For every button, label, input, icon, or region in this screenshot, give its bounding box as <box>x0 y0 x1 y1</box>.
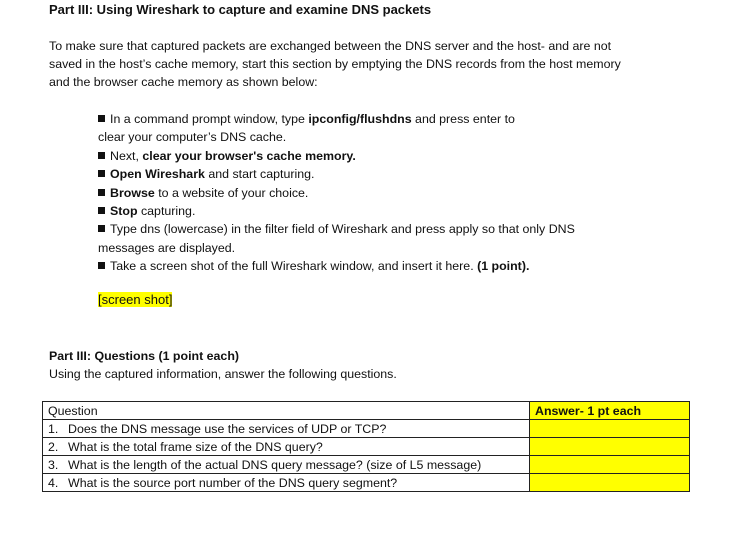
square-bullet-icon <box>98 115 105 122</box>
question-cell: 3. What is the length of the actual DNS query message? (size of L5 message) <box>43 456 530 474</box>
step-item: Stop capturing. <box>98 202 575 220</box>
step-item: Type dns (lowercase) in the filter field of Wireshark and press apply so that only DNS <box>98 220 575 238</box>
step-item-continuation: messages are displayed. <box>98 240 236 255</box>
square-bullet-icon <box>98 152 105 159</box>
square-bullet-icon <box>98 170 105 177</box>
answer-cell[interactable] <box>530 474 690 492</box>
square-bullet-icon <box>98 189 105 196</box>
answer-header: Answer- 1 pt each <box>530 402 690 420</box>
question-cell: 2. What is the total frame size of the DNS query? <box>43 438 530 456</box>
step-item-continuation: clear your computer’s DNS cache. <box>98 130 287 145</box>
step-item: Browse to a website of your choice. <box>98 184 575 202</box>
step-item: In a command prompt window, type ipconfig/flushdns and press enter to <box>98 110 575 128</box>
questions-table <box>42 401 690 492</box>
answer-cell[interactable] <box>530 456 690 474</box>
square-bullet-icon <box>98 262 105 269</box>
answer-cell[interactable] <box>530 438 690 456</box>
intro-line: saved in the host’s cache memory, start this section by emptying the DNS records from the host memory <box>49 57 621 71</box>
step-item: Next, clear your browser's cache memory. <box>98 147 575 165</box>
section-heading: Part III: Using Wireshark to capture and examine DNS packets <box>49 2 432 17</box>
steps-list <box>98 110 575 276</box>
screenshot-placeholder: [screen shot] <box>98 292 173 307</box>
square-bullet-icon <box>98 207 105 214</box>
question-cell: 1. Does the DNS message use the services of UDP or TCP? <box>43 420 530 438</box>
table-row <box>43 456 690 474</box>
question-header: Question <box>43 402 530 420</box>
table-header-row <box>43 402 690 420</box>
table-row <box>43 474 690 492</box>
answer-cell[interactable] <box>530 420 690 438</box>
step-item: Open Wireshark and start capturing. <box>98 165 575 183</box>
intro-line: and the browser cache memory as shown below: <box>49 75 318 89</box>
questions-heading: Part III: Questions (1 point each) <box>49 349 240 363</box>
intro-line: To make sure that captured packets are exchanged between the DNS server and the host- and are not <box>49 39 612 53</box>
table-row <box>43 438 690 456</box>
table-row <box>43 420 690 438</box>
question-cell: 4. What is the source port number of the DNS query segment? <box>43 474 530 492</box>
questions-intro: Using the captured information, answer the following questions. <box>49 367 397 381</box>
step-item: Take a screen shot of the full Wireshark window, and insert it here. (1 point). <box>98 257 575 275</box>
square-bullet-icon <box>98 225 105 232</box>
intro-paragraph <box>49 37 621 91</box>
